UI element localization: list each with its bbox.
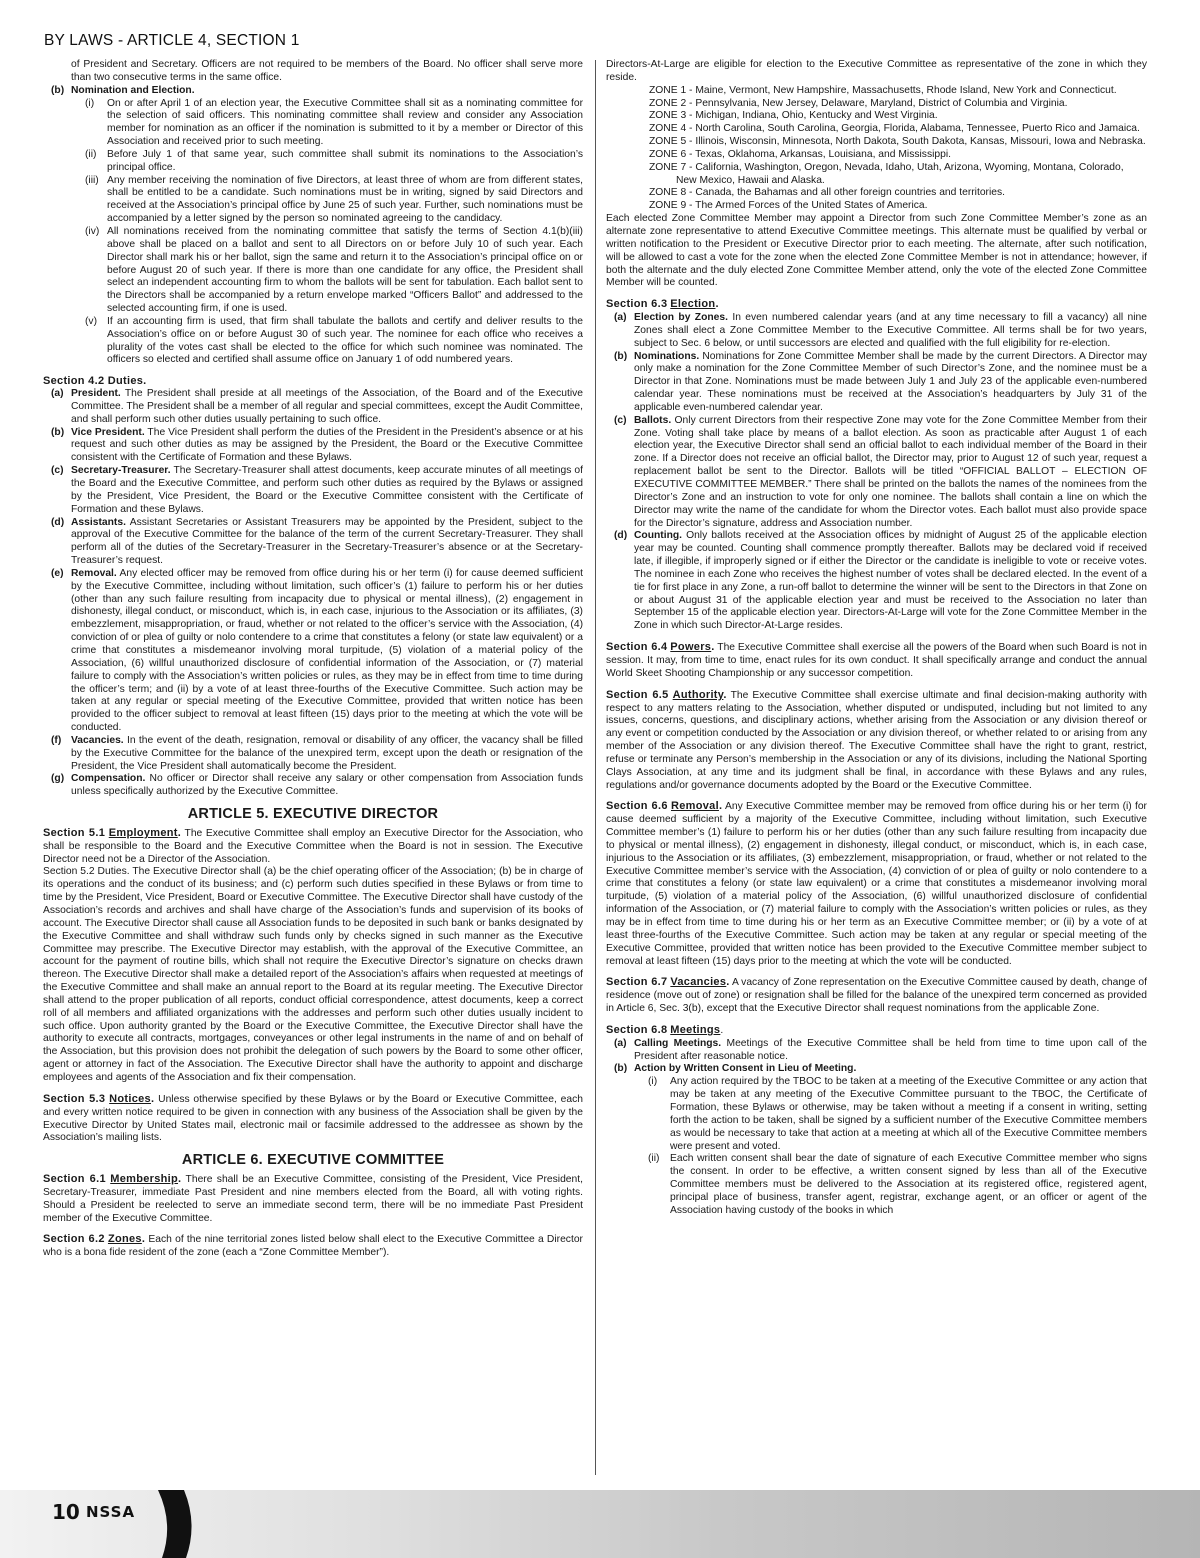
zones-list	[606, 85, 1147, 213]
zone-item: ZONE 7 - California, Washington, Oregon, Nevada, Idaho, Utah, Arizona, Wyoming, Montana, Colorado, New Mexico, Hawaii and Alaska.	[649, 161, 1124, 186]
brand-label: NSSA	[86, 1503, 136, 1521]
section-6-2: Section 6.2 Zones. Each of the nine territorial zones listed below shall elect to the Executive Committee a Director who is a bona fide resident of the zone (each a “Zone Committee Member”).	[43, 1233, 583, 1259]
zone-item: ZONE 2 - Pennsylvania, New Jersey, Delaware, Maryland, District of Columbia and Virginia.	[649, 97, 1068, 109]
duty-item: (a) President. The President shall preside at all meetings of the Association, of the Board and of the Executive Committee. The President shall be a member of all regular and special committees, except the Audit Committee, and shall perform such other duties usually pertaining to such office.	[51, 388, 583, 425]
nomination-item: (iv) All nominations received from the nominating committee that satisfy the terms of Section 4.1(b)(iii) above shall be placed on a ballot and sent to all Directors on or before July 10 of such year. Each Director shall mark his or her ballot, sign the same and return it to the Association’s principal office on or before August 20 of such year. If there is more than one candidate for any office, the President shall select an independent accounting firm to whom the ballots will be sent for tabulation. Each ballot sent to the Directors shall be accompanied by a return envelope marked “Officers Ballot” and addressed to the selected accounting firm, if one is used.	[85, 225, 583, 315]
section-6-5: Section 6.5 Authority. The Executive Committee shall exercise ultimate and final decision-making authority with respect to any matters relating to the Association, whether disputed or undisputed, including but not limited to any issues, concerns, questions, and disciplinary actions, whether arising from the Association or any division thereof or any event or competition conducted by the Association or any division thereof, or whether related to or arising from any member of the Association or any division thereof. The Executive Committee shall have the right to grant, restrict, refuse or terminate any Person’s membership in the Association or any of its divisions, including the National Sporting Clays Association, at any time and its judgment shall be final, in accordance with these Bylaws and any rules, regulations and/or governance documents adopted by the Board or the Executive Committee.	[606, 688, 1147, 791]
duty-item: (c) Secretary-Treasurer. The Secretary-Treasurer shall attest documents, keep accurate minutes of all meetings of the Board and the Executive Committee, and perform such other duties as required by the Bylaws or assigned by the President, Vice President, the Board or the Executive Committee consistent with the Certificate of Formation and these Bylaws.	[51, 465, 583, 515]
right-column	[606, 59, 1147, 1477]
page-title: BY LAWS - ARTICLE 4, SECTION 1	[44, 32, 300, 49]
footer-swoosh-graphic	[140, 1490, 210, 1558]
section-6-6: Section 6.6 Removal. Any Executive Committee member may be removed from office during his or her term (i) for cause deemed sufficient by a majority of the Executive Committee, including without limitation, such Executive Committee member’s (1) failure to perform his or her duties (other than any such failure resulting from incapacity due to physical or mental illness), (2) engagement in dishonesty, illegal conduct, or misconduct, which is, in each case, injurious to the Association or its affiliates, (3) embezzlement, misappropriation, or fraud, whether or not related to the Executive Committee member’s service with the Association, (4) conviction of or plea of guilty or nolo contendere to a crime that constitutes a felony (or state law equivalent) or a crime that constitutes a misdemeanor involving moral turpitude, (5) violation of a material policy of the Association, (6) willful unauthorized disclosure of confidential information of the Association, or (7) material failure to comply with the Association’s written policies or rules, as they may be in effect from time to time during his or her term as an Executive Committee member; or (ii) by a vote of at least three-fourths of the Executive Committee. Such action may be taken at any regular or special meeting of the Executive Committee, provided that written notice has been provided to the Executive Committee member subject to removal at least fifteen (15) days prior to the meeting at which the vote will be conducted.	[606, 800, 1147, 967]
section-5-2: Section 5.2 Duties. The Executive Director shall (a) be the chief operating officer of the Association; (b) be in charge of its operations and the conduct of its business; and (c) perform such duties specified in these Bylaws or from time to time by the President, Vice President, Board or Executive Committee. The Executive Director shall have custody of the Association’s records and archives and shall have charge of the Association’s funds and supervision of its books of account. The Executive Director shall cause all Association funds to be deposited in such bank or banks designated by the Executive Committee and shall withdraw such funds only by checks signed in such manner as the Executive Committee may prescribe. The Executive Director may establish, with the approval of the Executive Committee, an account for the payment of routine bills, which shall not require the Executive Director’s signature on checks drawn thereon. The Executive Director shall make a detailed report of the Association’s affairs when requested at meetings of the Executive Committee and shall make an annual report to the Board at its regular meeting. The Executive Director shall attend to the proper publication of all reports, conduct official correspondence, attest documents, keep a correct roll of all members and affiliated organizations with the addresses and perform such other duties usually incident to such office. Upon authority granted by the Board or the Executive Committee, the Executive Director shall have the authority to execute all contracts, mortgages, conveyances or other legal instruments in the name of and on behalf of the Association, but this provision does not prohibit the delegation of such powers by the Board to some other officer, agent or attorney in fact of the Association. The Executive Director shall have the authority to appoint and discharge employees and agents of the Association and fix their compensation.	[43, 866, 583, 1083]
nomination-items	[43, 98, 583, 368]
duty-item: (d) Assistants. Assistant Secretaries or Assistant Treasurers may be appointed by the President, subject to the approval of the Executive Committee for the balance of the term of the current Secretary-Treasurer. They shall perform all of the duties of the Secretary-Treasurer in the Secretary-Treasurer’s absence or at the Secretary-Treasurer’s request.	[51, 516, 583, 567]
duties-list	[43, 388, 583, 799]
duty-item: (e) Removal. Any elected officer may be removed from office during his or her term (i) for cause deemed sufficient by the Executive Committee, including without limitation, such officer’s (1) failure to perform his or her duties (other than any such failure resulting from incapacity due to physical or mental illness), (2) engagement in dishonesty, illegal conduct, or misconduct, which is, in each case, injurious to the Association or its affiliates, (3) embezzlement, misappropriation, or fraud, whether or not related to the officer’s service with the Association, (4) conviction of or plea of guilty or nolo contendere to a crime that constitutes a felony (or state law equivalent) or a crime that constitutes a misdemeanor involving moral turpitude, (5) violation of a material policy of the Association, (6) willful unauthorized disclosure of confidential information of the Association, or (7) material failure to comply with the Association’s written policies or rules, as they may be in effect from time to time during the officer’s term; and (ii) by a vote of at least three-fourths of the Executive Committee. Such action may be taken at any regular or special meeting of the Executive Committee, provided that written notice has been provided to the officer subject to removal at least fifteen (15) days prior to the meeting at which the vote will be conducted.	[51, 567, 583, 734]
nomination-item: (i) On or after April 1 of an election year, the Executive Committee shall sit as a nominating committee for the selection of said officers. This nominating committee shall review and consider any Association member for nomination as an officer if the nomination is submitted to it by a member or Director of this Association and received prior to such meeting.	[85, 97, 583, 148]
consent-item: (i) Any action required by the TBOC to be taken at a meeting of the Executive Committee or any action that may be taken at any meeting of the Executive Committee pursuant to the TBOC, the Certificate of Formation, these Bylaws or otherwise, may be taken without a meeting if a consent in writing, setting forth the action to be taken, shall be signed by a sufficient number of the Executive Committee members as would be necessary to take that action at a meeting at which all of the Executive Committee members were present and voted.	[648, 1076, 1147, 1152]
zone-item: ZONE 5 - Illinois, Wisconsin, Minnesota, North Dakota, South Dakota, Kansas, Missouri, Iowa and Nebraska.	[649, 136, 1146, 148]
written-consent-items	[606, 1076, 1147, 1217]
zone-item: ZONE 9 - The Armed Forces of the United States of America.	[649, 200, 928, 212]
section-6-1: Section 6.1 Membership. There shall be an Executive Committee, consisting of the President, Vice President, Secretary-Treasurer, immediate Past President and nine members elected from the Board, all with voting rights. Should a President be reelected to serve an immediate second term, there will be no immediate Past President member of the Executive Committee.	[43, 1173, 583, 1224]
article-5-heading: ARTICLE 5. EXECUTIVE DIRECTOR	[187, 806, 439, 823]
section-6-3-heading: Section 6.3 Election.	[606, 298, 719, 311]
zone-item: ZONE 8 - Canada, the Bahamas and all other foreign countries and territories.	[649, 187, 1006, 199]
duty-item: (b) Vice President. The Vice President shall perform the duties of the President in the President’s absence or at his request and such other duties as may be assigned by the President, the Board or the Executive Committee consistent with the Certificate of Formation and these Bylaws.	[51, 426, 583, 464]
section-6-8-heading: Section 6.8 Meetings.	[606, 1023, 724, 1036]
calling-meetings-item: (a) Calling Meetings. Meetings of the Executive Committee shall be held from time to time upon call of the President after reasonable notice.	[614, 1037, 1147, 1062]
section-4-2-heading: Section 4.2 Duties.	[43, 375, 147, 388]
section-5-3: Section 5.3 Notices. Unless otherwise specified by these Bylaws or by the Board or Executive Committee, each and every written notice required to be given in connection with any business of the Association shall be given by the Executive Director by United States mail, electronic mail or facsimile addressed to the addressee as shown by the Association’s mailing lists.	[43, 1092, 583, 1144]
page-number: 10	[52, 1500, 80, 1524]
duty-item: (f) Vacancies. In the event of the death, resignation, removal or disability of any officer, the vacancy shall be filled by the Executive Committee for the balance of the unexpired term, except upon the death or resignation of the President, the Vice President shall automatically become the President.	[51, 734, 583, 772]
consent-item: (ii) Each written consent shall bear the date of signature of each Executive Committee member who signs the consent. In order to be effective, a written consent signed by less than all of the Executive Committee members must be delivered to the Association at its registered office, registered agent, principal place of business, transfer agent, registrar, exchange agent, or an officer or agent of the Association having custody of the books in which	[648, 1153, 1147, 1216]
election-item: (b) Nominations. Nominations for Zone Committee Member shall be made by the current Directors. A Director may only make a nomination for the Zone Committee Member of such Director’s Zone, and the nominee must be a Director in that Zone. Nominations must be made between July 1 and July 23 of the applicable even-numbered calendar year. These nominations must be received at the Association’s headquarters by July 31 of the applicable even-numbered calendar year.	[614, 350, 1147, 413]
zone-item: ZONE 4 - North Carolina, South Carolina, Georgia, Florida, Alabama, Tennessee, Puerto Rico and Jamaica.	[649, 123, 1140, 135]
election-list	[606, 312, 1147, 633]
section-5-1: Section 5.1 Employment. The Executive Committee shall employ an Executive Director for the Association, who shall be responsible to the Board and the Executive Committee when the Board is not in session. The Executive Director need not be a Director of the Association.	[43, 826, 583, 865]
duty-item: (g) Compensation. No officer or Director shall receive any salary or other compensation from Association funds unless specifically authorized by the Executive Committee.	[51, 773, 583, 798]
election-item: (a) Election by Zones. In even numbered calendar years (and at any time necessary to fill a vacancy) all nine Zones shall elect a Zone Committee Member to the Executive Committee. All terms shall be for two years, subject to Sec. 6 below, or until successors are elected and qualified with the full eligibility for re-election.	[614, 312, 1147, 349]
section-6-7: Section 6.7 Vacancies. A vacancy of Zone representation on the Executive Committee caused by death, change of residence (move out of zone) or resignation shall be filled for the balance of the unexpired term concerned as provided in Article 6, Sec. 3(b), except that the Executive Director shall request nominations from the applicable Zone.	[606, 976, 1147, 1015]
nomination-item: (iii) Any member receiving the nomination of five Directors, at least three of whom are from different states, shall be entitled to be a candidate. Such nominations must be in writing, signed by said Directors and received at the Association’s principal office by June 25 of such year. Further, such nominations must be accompanied by a letter signed by the person so nominated agreeing to the candidacy.	[85, 174, 583, 225]
section-6-4: Section 6.4 Powers. The Executive Committee shall exercise all the powers of the Board when such Board is not in session. It may, from time to time, enact rules for its own conduct. It shall specifically arrange and conduct the annual World Skeet Shooting Championship or any successor competition.	[606, 641, 1147, 679]
article-6-heading: ARTICLE 6. EXECUTIVE COMMITTEE	[181, 1152, 445, 1169]
nomination-item: (ii) Before July 1 of that same year, such committee shall submit its nominations to the Association’s principal office.	[85, 148, 583, 173]
nomination-item: (v) If an accounting firm is used, that firm shall tabulate the ballots and certify and deliver results to the Association’s office on or before August 30 of such year. The nominee for each office who receives a plurality of the votes cast shall be elected to the office for which such nominee was nominated. The officers so elected and certified shall assume office on January 1 of odd numbered years.	[85, 315, 583, 366]
left-column	[43, 59, 583, 1477]
election-item: (d) Counting. Only ballots received at the Association offices by midnight of August 25 of the applicable election year may be counted. Counting shall commence promptly thereafter. Ballots may be declared void if received late, if illegible, if improperly signed or if either the Director or the candidate is ineligible to vote or receive votes. The nominee in each Zone who receives the highest number of votes shall be declared elected. In the event of a tie for first place in any Zone, a run-off ballot to determine the winner will be sent to the Directors in that Zone on or about August 31 of the applicable election year and must be received to the Association no later than September 15 of the applicable election year. Directors-At-Large will vote for the Zone Committee Member in the Zone in which such Director-At-Large resides.	[614, 530, 1147, 632]
zone-item: ZONE 6 - Texas, Oklahoma, Arkansas, Louisiana, and Mississippi.	[649, 148, 951, 160]
zone-item: ZONE 3 - Michigan, Indiana, Ohio, Kentucky and West Virginia.	[649, 110, 938, 122]
officers-term-paragraph: of President and Secretary. Officers are not required to be members of the Board. No officer shall serve more than two consecutive terms in the same office.	[71, 59, 583, 83]
zones-intro: Directors-At-Large are eligible for election to the Executive Committee as representative of the zone in which they reside.	[606, 59, 1147, 83]
written-consent-heading: (b) Action by Written Consent in Lieu of Meeting.	[614, 1063, 857, 1075]
column-divider	[595, 60, 596, 1475]
zone-item: ZONE 1 - Maine, Vermont, New Hampshire, Massachusetts, Rhode Island, New York and Connecticut.	[649, 84, 1117, 96]
nomination-election-heading: (b) Nomination and Election.	[51, 84, 195, 96]
alternate-paragraph: Each elected Zone Committee Member may appoint a Director from such Zone Committee Member’s zone as an alternate zone representative to attend Executive Committee meetings. This alternate must be qualified by verbal or written notification to the President or Executive Director prior to each meeting. The alternate, after such notification, will be allowed to cast a vote for the zone when the elected Zone Committee Member is not in attendance; however, if both the alternate and the duly elected Zone Committee Member attend, only the vote of the elected Zone Committee Member will be counted.	[606, 213, 1147, 289]
election-item: (c) Ballots. Only current Directors from their respective Zone may vote for the Zone Committee Member from their Zone. Voting shall take place by means of a ballot election. As soon as practicable after August 1 of each election year, the Executive Director shall send an official ballot to each individual member of the Board in their zone. If a Director does not receive an official ballot, the Director may, prior to August 12 of such year, request a replacement ballot be sent to the Director. Ballots will be titled “OFFICIAL BALLOT – ELECTION OF EXECUTIVE COMMITTEE MEMBER.” There shall be printed on the ballots the names of the nominees from the Director’s Zone and an instruction to vote for only one nominee. The ballots shall contain a line on which the Director may write the name of the candidate for whom the Director votes. Each ballot must also provide space for the Director’s signature, address and Association number.	[614, 414, 1147, 529]
